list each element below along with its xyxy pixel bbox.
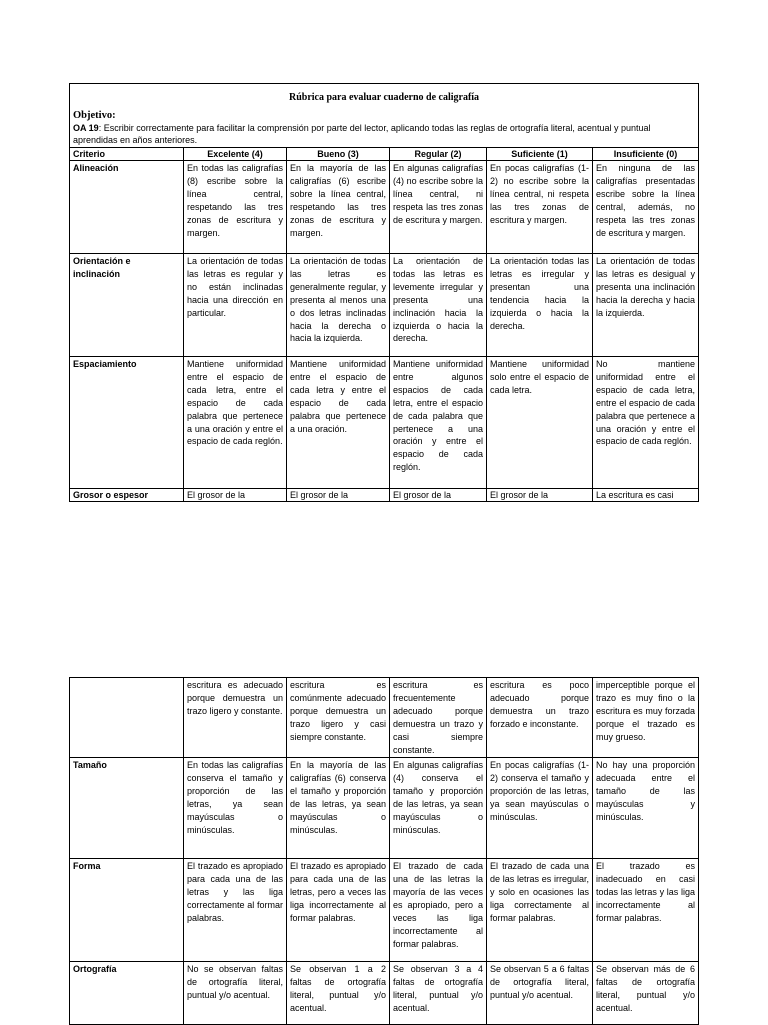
criterion-cell: Orientación e inclinación: [70, 254, 184, 357]
rubric-table-page1: [69, 83, 699, 502]
criterion-cell: Espaciamiento: [70, 357, 184, 489]
rubric-cell: imperceptible porque el trazo es muy fino o la escritura es muy forzada porque el trazado es muy grueso.: [593, 678, 699, 758]
header-criterio: Criterio: [70, 148, 184, 161]
objective-label: Objetivo:: [73, 110, 116, 121]
rubric-cell: Se observan 5 a 6 faltas de ortografía literal, puntual y/o acentual.: [487, 962, 593, 1025]
rubric-cell: No mantiene uniformidad entre el espacio de cada letra, entre el espacio de cada palabra que pertenece a una oración y entre el espacio de cada reglón.: [593, 357, 699, 489]
objective-block: [70, 109, 699, 148]
rubric-cell: El trazado es apropiado para cada una de las letras, pero a veces las liga incorrectamente al formar palabras.: [287, 859, 390, 962]
rubric-cell: El trazado es apropiado para cada una de las letras y las liga correctamente al formar palabras.: [184, 859, 287, 962]
rubric-cell: Se observan 3 a 4 faltas de ortografía literal, puntual y/o acentual.: [390, 962, 487, 1025]
rubric-cell: La orientación de todas las letras es levemente irregular y presenta una inclinación hacia la izquierda o hacia la derecha.: [390, 254, 487, 357]
criterion-cell: Ortografía: [70, 962, 184, 1025]
rubric-cell: El trazado de cada una de las letras la mayoría de las veces es apropiado, pero a veces las liga incorrectamente al formar palabras.: [390, 859, 487, 962]
header-excelente: Excelente (4): [184, 148, 287, 161]
rubric-cell: En pocas caligrafías (1-2) conserva el tamaño y proporción de las letras, ya sean mayúsculas o minúsculas.: [487, 758, 593, 859]
rubric-cell: En todas las caligrafías (8) escribe sobre la línea central, respetando las tres zonas de escritura y margen.: [184, 161, 287, 254]
rubric-cell: El grosor de la: [287, 489, 390, 502]
header-regular: Regular (2): [390, 148, 487, 161]
table-row: [70, 489, 699, 502]
header-suficiente: Suficiente (1): [487, 148, 593, 161]
table-row: [70, 357, 699, 489]
criterion-cell: Grosor o espesor: [70, 489, 184, 502]
rubric-cell: escritura es comúnmente adecuado porque demuestra un trazo ligero y casi siempre constante.: [287, 678, 390, 758]
criterion-cell: Alineación: [70, 161, 184, 254]
criterion-cell: Tamaño: [70, 758, 184, 859]
rubric-cell: El trazado de cada una de las letras es irregular, y solo en ocasiones las liga correctamente al formar palabras.: [487, 859, 593, 962]
rubric-cell: La orientación de todas las letras es regular y no están inclinadas hacia una dirección en particular.: [184, 254, 287, 357]
rubric-cell: La orientación de todas las letras es desigual y presenta una inclinación hacia la derecha y hacia la izquierda.: [593, 254, 699, 357]
table-row: [70, 678, 699, 758]
rubric-cell: En pocas caligrafías (1-2) no escribe sobre la línea central, ni respeta las tres zonas de escritura y margen.: [487, 161, 593, 254]
rubric-cell: Mantiene uniformidad entre el espacio de cada letra y entre el espacio de cada palabra que pertenece a una oración.: [287, 357, 390, 489]
rubric-cell: Se observan más de 6 faltas de ortografía literal, puntual y/o acentual.: [593, 962, 699, 1025]
rubric-cell: No se observan faltas de ortografía literal, puntual y/o acentual.: [184, 962, 287, 1025]
rubric-cell: escritura es frecuentemente adecuado porque demuestra un trazo y casi siempre constante.: [390, 678, 487, 758]
table-row: [70, 859, 699, 962]
rubric-cell: escritura es poco adecuado porque demuestra un trazo forzado e inconstante.: [487, 678, 593, 758]
rubric-cell: La escritura es casi: [593, 489, 699, 502]
rubric-cell: escritura es adecuado porque demuestra un trazo ligero y constante.: [184, 678, 287, 758]
criterion-cell: [70, 678, 184, 758]
rubric-cell: En ninguna de las caligrafías presentadas escribe sobre la línea central, además, no respeta las tres zonas de escritura y margen.: [593, 161, 699, 254]
rubric-cell: En todas las caligrafías conserva el tamaño y proporción de las letras, ya sean mayúsculas o minúsculas.: [184, 758, 287, 859]
rubric-cell: La orientación de todas las letras es generalmente regular, y presenta al menos una o dos letras inclinadas hacia la derecha o hacia la izquierda.: [287, 254, 390, 357]
table-row: [70, 758, 699, 859]
rubric-cell: El grosor de la: [184, 489, 287, 502]
rubric-cell: No hay una proporción adecuada entre el tamaño de las mayúsculas y minúsculas.: [593, 758, 699, 859]
rubric-cell: Mantiene uniformidad entre el espacio de cada letra, entre el espacio de cada palabra que pertenece a una oración y entre el espacio de cada reglón.: [184, 357, 287, 489]
rubric-table-page2: [69, 677, 699, 1025]
table-row: [70, 254, 699, 357]
rubric-cell: Se observan 1 a 2 faltas de ortografía literal, puntual y/o acentual.: [287, 962, 390, 1025]
header-insuficiente: Insuficiente (0): [593, 148, 699, 161]
header-row: [70, 148, 699, 161]
rubric-cell: En algunas caligrafías (4) conserva el tamaño y proporción de las letras, ya sean mayúsculas o minúsculas.: [390, 758, 487, 859]
criterion-cell: Forma: [70, 859, 184, 962]
rubric-cell: El grosor de la: [390, 489, 487, 502]
rubric-cell: El grosor de la: [487, 489, 593, 502]
table-row: [70, 161, 699, 254]
rubric-cell: En la mayoría de las caligrafías (6) escribe sobre la línea central, respetando las tres zonas de escritura y margen.: [287, 161, 390, 254]
rubric-cell: El trazado es inadecuado en casi todas las letras y las liga incorrectamente al formar palabras.: [593, 859, 699, 962]
header-bueno: Bueno (3): [287, 148, 390, 161]
rubric-cell: La orientación todas las letras es irregular y presentan una tendencia hacia la izquierda o hacia la derecha.: [487, 254, 593, 357]
objective-text: OA 19: Escribir correctamente para facilitar la comprensión por parte del lector, aplicando todas las reglas de ortografía literal, acentual y puntual aprendidas en años anteriores.: [73, 123, 651, 145]
rubric-cell: En algunas caligrafías (4) no escribe sobre la línea central, ni respeta las tres zonas de escritura y margen.: [390, 161, 487, 254]
table-row: [70, 962, 699, 1025]
rubric-cell: Mantiene uniformidad entre algunos espacios de cada letra, entre el espacio de cada palabra que pertenece a una oración y entre el espacio de cada reglón.: [390, 357, 487, 489]
rubric-cell: Mantiene uniformidad solo entre el espacio de cada letra.: [487, 357, 593, 489]
page-title: Rúbrica para evaluar cuaderno de caligrafía: [70, 84, 699, 110]
rubric-cell: En la mayoría de las caligrafías (6) conserva el tamaño y proporción de las letras, ya sean mayúsculas o minúsculas.: [287, 758, 390, 859]
objective-code: OA 19: [73, 123, 99, 133]
